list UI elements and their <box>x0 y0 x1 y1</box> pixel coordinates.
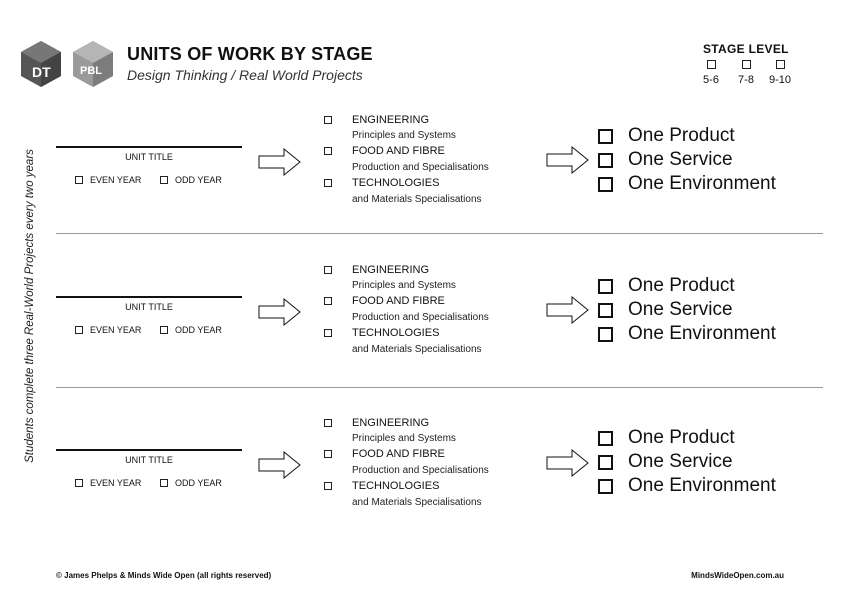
stage-level-label: STAGE LEVEL <box>703 42 789 56</box>
outcome-label: One Service <box>628 451 733 472</box>
checkbox-icon[interactable] <box>324 297 332 305</box>
checkbox-icon[interactable] <box>598 431 613 446</box>
checkbox-icon[interactable] <box>776 60 785 69</box>
checkbox-icon[interactable] <box>598 153 613 168</box>
context-name: ENGINEERING <box>352 264 430 276</box>
checkbox-icon[interactable] <box>598 177 613 192</box>
arrow-right-icon <box>546 296 590 324</box>
unit-row-3 <box>0 417 841 533</box>
checkbox-icon[interactable] <box>598 455 613 470</box>
context-name: FOOD AND FIBRE <box>352 448 445 460</box>
context-name: ENGINEERING <box>352 114 430 126</box>
odd-year-option[interactable] <box>160 325 222 335</box>
outcome-label: One Environment <box>628 173 776 194</box>
outcome-label: One Product <box>628 275 735 296</box>
checkbox-icon[interactable] <box>75 326 83 334</box>
checkbox-icon[interactable] <box>598 327 613 342</box>
checkbox-icon[interactable] <box>598 303 613 318</box>
outcome-label: One Service <box>628 299 733 320</box>
checkbox-icon[interactable] <box>324 419 332 427</box>
outcome-one-product[interactable] <box>598 275 735 297</box>
outcome-one-environment[interactable] <box>598 323 776 345</box>
checkbox-icon[interactable] <box>324 482 332 490</box>
outcome-one-service[interactable] <box>598 149 733 171</box>
outcome-one-service[interactable] <box>598 451 733 473</box>
odd-year-option[interactable] <box>160 478 222 488</box>
unit-title-label: UNIT TITLE <box>125 455 173 465</box>
outcome-one-environment[interactable] <box>598 475 776 497</box>
outcome-one-service[interactable] <box>598 299 733 321</box>
odd-year-label: ODD YEAR <box>175 325 222 335</box>
even-year-label: EVEN YEAR <box>90 175 142 185</box>
arrow-right-icon <box>258 451 302 479</box>
unit-row-2 <box>0 264 841 380</box>
checkbox-icon[interactable] <box>324 116 332 124</box>
even-year-option[interactable] <box>75 175 141 185</box>
checkbox-icon[interactable] <box>324 450 332 458</box>
outcome-one-product[interactable] <box>598 427 735 449</box>
context-desc: and Materials Specialisations <box>352 344 482 355</box>
context-desc: Production and Specialisations <box>352 465 489 476</box>
outcome-label: One Environment <box>628 475 776 496</box>
unit-title-line[interactable] <box>56 296 242 298</box>
checkbox-icon[interactable] <box>742 60 751 69</box>
checkbox-icon[interactable] <box>707 60 716 69</box>
context-name: FOOD AND FIBRE <box>352 145 445 157</box>
dt-logo-icon <box>20 40 62 88</box>
checkbox-icon[interactable] <box>160 176 168 184</box>
even-year-label: EVEN YEAR <box>90 478 142 488</box>
footer-website-link[interactable]: MindsWideOpen.com.au <box>691 571 784 580</box>
checkbox-icon[interactable] <box>75 479 83 487</box>
context-option-food-fibre[interactable] <box>324 145 445 157</box>
checkbox-icon[interactable] <box>75 176 83 184</box>
context-option-technologies[interactable] <box>324 177 439 189</box>
outcome-label: One Product <box>628 427 735 448</box>
checkbox-icon[interactable] <box>598 479 613 494</box>
checkbox-icon[interactable] <box>160 326 168 334</box>
context-name: ENGINEERING <box>352 417 430 429</box>
stage-option-5-6[interactable] <box>691 58 731 86</box>
stage-option-9-10[interactable] <box>760 58 800 86</box>
checkbox-icon[interactable] <box>324 329 332 337</box>
context-desc: Principles and Systems <box>352 280 456 291</box>
context-desc: Production and Specialisations <box>352 312 489 323</box>
even-year-label: EVEN YEAR <box>90 325 142 335</box>
arrow-right-icon <box>546 449 590 477</box>
stage-option-label: 9-10 <box>768 74 792 86</box>
even-year-option[interactable] <box>75 478 141 488</box>
pbl-logo-icon <box>72 40 114 88</box>
outcome-one-product[interactable] <box>598 125 735 147</box>
even-year-option[interactable] <box>75 325 141 335</box>
outcome-label: One Service <box>628 149 733 170</box>
context-option-food-fibre[interactable] <box>324 295 445 307</box>
context-name: TECHNOLOGIES <box>352 177 440 189</box>
context-desc: and Materials Specialisations <box>352 194 482 205</box>
stage-option-label: 7-8 <box>738 74 754 86</box>
outcome-label: One Environment <box>628 323 776 344</box>
checkbox-icon[interactable] <box>598 129 613 144</box>
unit-title-line[interactable] <box>56 146 242 148</box>
row-divider <box>56 233 823 234</box>
odd-year-label: ODD YEAR <box>175 175 222 185</box>
row-divider <box>56 387 823 388</box>
odd-year-option[interactable] <box>160 175 222 185</box>
checkbox-icon[interactable] <box>598 279 613 294</box>
context-name: TECHNOLOGIES <box>352 480 440 492</box>
context-name: FOOD AND FIBRE <box>352 295 445 307</box>
arrow-right-icon <box>546 146 590 174</box>
unit-title-label: UNIT TITLE <box>125 302 173 312</box>
checkbox-icon[interactable] <box>324 147 332 155</box>
context-desc: Principles and Systems <box>352 130 456 141</box>
context-option-technologies[interactable] <box>324 480 439 492</box>
context-desc: Principles and Systems <box>352 433 456 444</box>
checkbox-icon[interactable] <box>160 479 168 487</box>
page-title: UNITS OF WORK BY STAGE <box>127 44 373 64</box>
odd-year-label: ODD YEAR <box>175 478 222 488</box>
unit-title-line[interactable] <box>56 449 242 451</box>
stage-option-label: 5-6 <box>703 74 719 86</box>
unit-row-1 <box>0 114 841 230</box>
checkbox-icon[interactable] <box>324 266 332 274</box>
context-desc: and Materials Specialisations <box>352 497 482 508</box>
context-desc: Production and Specialisations <box>352 162 489 173</box>
checkbox-icon[interactable] <box>324 179 332 187</box>
page-subtitle: Design Thinking / Real World Projects <box>127 67 363 83</box>
context-option-engineering[interactable] <box>324 114 429 126</box>
side-note: Students complete three Real-World Projects every two years <box>24 149 36 463</box>
arrow-right-icon <box>258 148 302 176</box>
context-option-food-fibre[interactable] <box>324 448 445 460</box>
context-name: TECHNOLOGIES <box>352 327 440 339</box>
context-option-engineering[interactable] <box>324 417 429 429</box>
logo-left-text: DT <box>32 64 51 80</box>
unit-title-label: UNIT TITLE <box>125 152 173 162</box>
context-option-technologies[interactable] <box>324 327 439 339</box>
outcome-one-environment[interactable] <box>598 173 776 195</box>
footer-copyright: © James Phelps & Minds Wide Open (all rights reserved) <box>56 571 272 580</box>
arrow-right-icon <box>258 298 302 326</box>
outcome-label: One Product <box>628 125 735 146</box>
logo-right-text: PBL <box>80 65 102 77</box>
context-option-engineering[interactable] <box>324 264 429 276</box>
